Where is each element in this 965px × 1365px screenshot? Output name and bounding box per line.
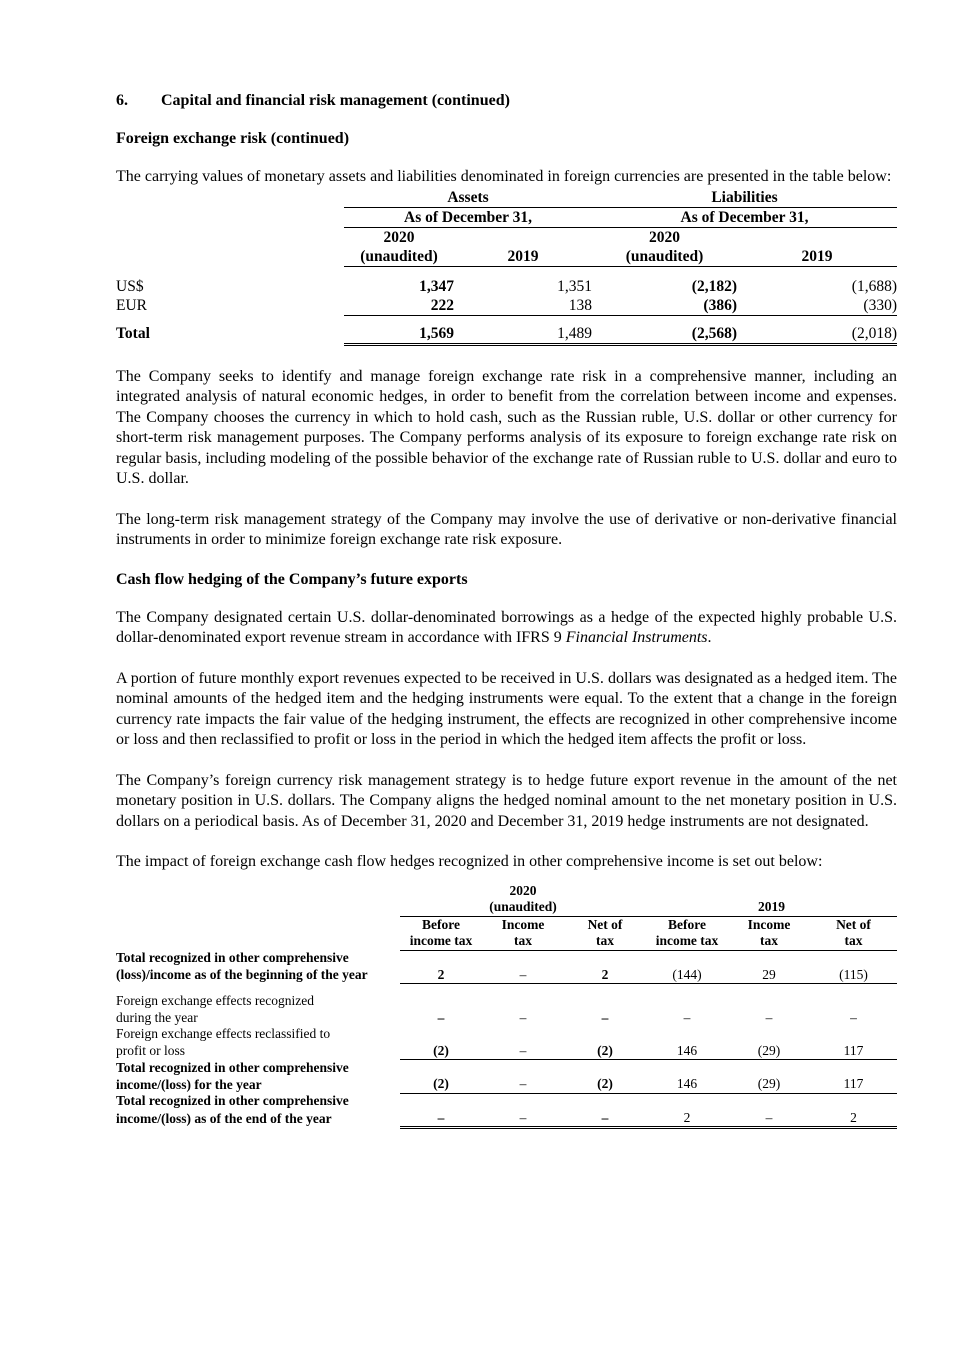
strategy-paragraph: The Company’s foreign currency risk management strategy is to hedge future export revenue in the amount of the net monetary position in U.S. dollars. The Company aligns the hedged nominal amount to the net monetary position in U.S. dollars on a periodical basis. As of December 31, 2020 and December 31, 2019 hedge instruments are not designated. [116,771,897,830]
liabilities-2020-unaudited: (unaudited) [592,247,737,267]
table-row: EUR 222 138 (386) (330) [116,296,897,314]
assets-as-of: As of December 31, [344,207,592,227]
impact-paragraph: The impact of foreign exchange cash flow hedges recognized in other comprehensive income is set out below: [116,853,823,870]
fx-risk-heading: Foreign exchange risk (continued) [116,130,350,147]
table-row: US$ 1,347 1,351 (2,182) (1,688) [116,277,897,295]
total-row: Total 1,569 1,489 (2,568) (2,018) [116,324,897,343]
t2-2020-unaudited: (unaudited) [400,899,646,916]
assets-2020-unaudited: (unaudited) [344,247,454,267]
table-row: during the year – – – – – – [116,1009,857,1025]
section-number: 6. [116,92,128,109]
t2-2019-year: 2019 [646,899,897,916]
liabilities-2020-year: 2020 [649,228,680,246]
document-page [116,92,897,1129]
intro-paragraph: The carrying values of monetary assets and liabilities denominated in foreign currencies are presented in the table below: [116,168,892,185]
table-row: profit or loss (2) – (2) 146 (29) 117 [116,1043,897,1060]
table-row: Total recognized in other comprehensive [116,1059,349,1075]
table-row: (loss)/income as of the beginning of the year 2 – 2 (144) 29 (115) [116,967,897,984]
table-row: Foreign exchange effects reclassified to [116,1026,331,1041]
currency-table [116,188,897,346]
hedge-impact-table: 2020 (unaudited) 2019 Before Income Net of Before Income Net of income tax tax tax income tax tax tax Total recognized in other comprehensive (loss)/income as of the beginning of the year 2 – 2 (144) 29 (115) Foreign exchange effects recognized during the year – – – – – – Foreign exchange effects reclassified to profit or loss (2) – (2) 146 (29) 117 Total recognized in other comprehensive income/(loss) for the year (2) – (2) 146 (29) 117 Total recognized in other comprehensive income/(loss) as of the end of the year – – – 2 – 2 [116,883,897,1130]
t2-2020-year: 2020 [509,882,537,898]
section-title: Capital and financial risk management (continued) [161,92,510,109]
table-row: Total recognized in other comprehensive [116,1093,349,1108]
designated-paragraph: The Company designated certain U.S. dollar-denominated borrowings as a hedge of the expected highly probable U.S. dollar-denominated export revenue stream in accordance with IFRS 9 Financial Instruments. [116,608,897,646]
table-row: Foreign exchange effects recognized [116,993,315,1008]
table-row: income/(loss) as of the end of the year – – – 2 – 2 [116,1110,897,1128]
assets-2019-header: 2019 [454,247,592,267]
cash-flow-heading: Cash flow hedging of the Company’s future exports [116,570,468,588]
section-heading [116,92,897,110]
liabilities-as-of: As of December 31, [592,207,897,227]
assets-header: Assets [447,188,489,206]
manage-paragraph: The Company seeks to identify and manage foreign exchange rate risk in a comprehensive manner, including an integrated analysis of natural economic hedges, in order to benefit from the correlation between income and expenses. The Company chooses the currency in which to hold cash, such as the Russian ruble, U.S. dollar or other currency for short-term risk management purposes. The Company performs analysis of its exposure to foreign exchange rate risk on regular basis, including modeling of the possible behavior of the exchange rate of Russian ruble to U.S. dollar and euro to U.S. dollar. [116,367,897,487]
portion-paragraph: A portion of future monthly export revenues expected to be received in U.S. dollars was designated as a hedged item. The nominal amounts of the hedged item and the hedging instruments were equal. To the extent that a change in the foreign currency rate impacts the fair value of the hedging instrument, the effects are recognized in other comprehensive income or loss and then reclassified to profit or loss in the period in which the hedged item affects the profit or loss. [116,669,897,748]
liabilities-header: Liabilities [711,188,778,206]
table-row: Total recognized in other comprehensive [116,950,349,965]
longterm-paragraph: The long-term risk management strategy of the Company may involve the use of derivative or non-derivative financial instruments in order to minimize foreign exchange rate risk exposure. [116,510,897,548]
table-row: income/(loss) for the year (2) – (2) 146 (29) 117 [116,1076,897,1093]
liabilities-2019-header: 2019 [737,247,897,267]
assets-2020-year: 2020 [383,228,415,246]
